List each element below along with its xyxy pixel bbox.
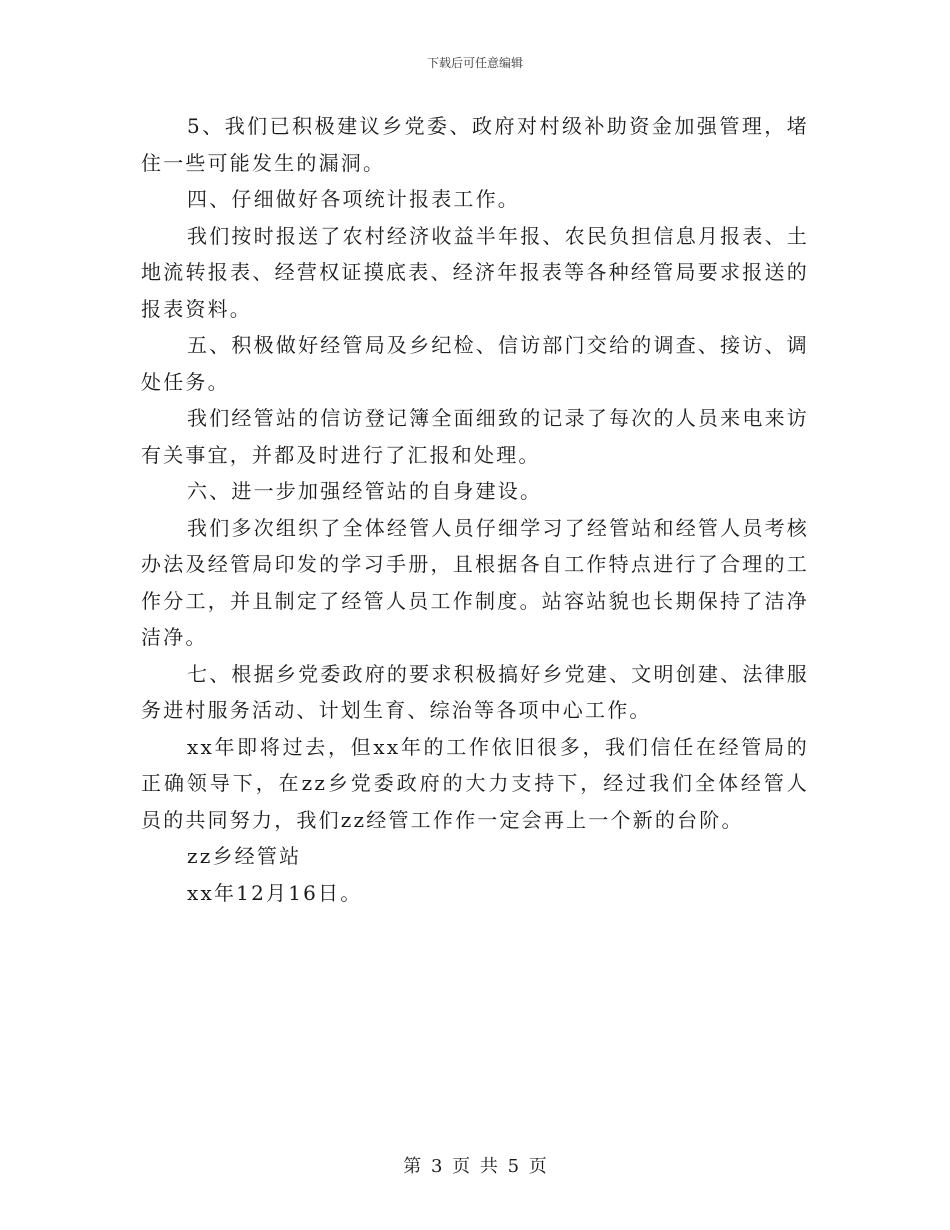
section-heading-central-work: 七、根据乡党委政府的要求积极搞好乡党建、文明创建、法律服务进村服务活动、计划生育、综治等各项中心工作。 [141, 661, 809, 722]
paragraph-outlook: xx年即将过去，但xx年的工作依旧很多，我们信任在经管局的正确领导下，在zz乡党委政府的大力支持下，经过我们全体经管人员的共同努力，我们zz经管工作作一定会再上一个新的台阶。 [141, 734, 809, 832]
page-number: 第 3 页 共 5 页 [403, 1156, 547, 1177]
section-heading-self-building: 六、进一步加强经管站的自身建设。 [187, 479, 543, 503]
section-heading-petitions: 五、积极做好经管局及乡纪检、信访部门交给的调查、接访、调处任务。 [141, 333, 809, 394]
signature-organization: zz乡经管站 [187, 844, 302, 868]
document-body [141, 108, 809, 911]
signature-date: xx年12月16日。 [187, 880, 363, 905]
section-heading-statistics: 四、仔细做好各项统计报表工作。 [187, 187, 520, 211]
paragraph-petitions: 我们经管站的信访登记簿全面细致的记录了每次的人员来电来访有关事宜，并都及时进行了汇报和处理。 [141, 406, 809, 467]
paragraph-statistics: 我们按时报送了农村经济收益半年报、农民负担信息月报表、土地流转报表、经营权证摸底表、经济年报表等各种经管局要求报送的报表资料。 [141, 223, 809, 321]
paragraph-self-building: 我们多次组织了全体经管人员仔细学习了经管站和经管人员考核办法及经管局印发的学习手册，且根据各自工作特点进行了合理的工作分工，并且制定了经管人员工作制度。站容站貌也长期保持了洁净洁净。 [141, 515, 809, 649]
paragraph-subsidy-management: 5、我们已积极建议乡党委、政府对村级补助资金加强管理，堵住一些可能发生的漏洞。 [141, 114, 809, 175]
page-header-note: 下载后可任意编辑 [426, 56, 523, 70]
